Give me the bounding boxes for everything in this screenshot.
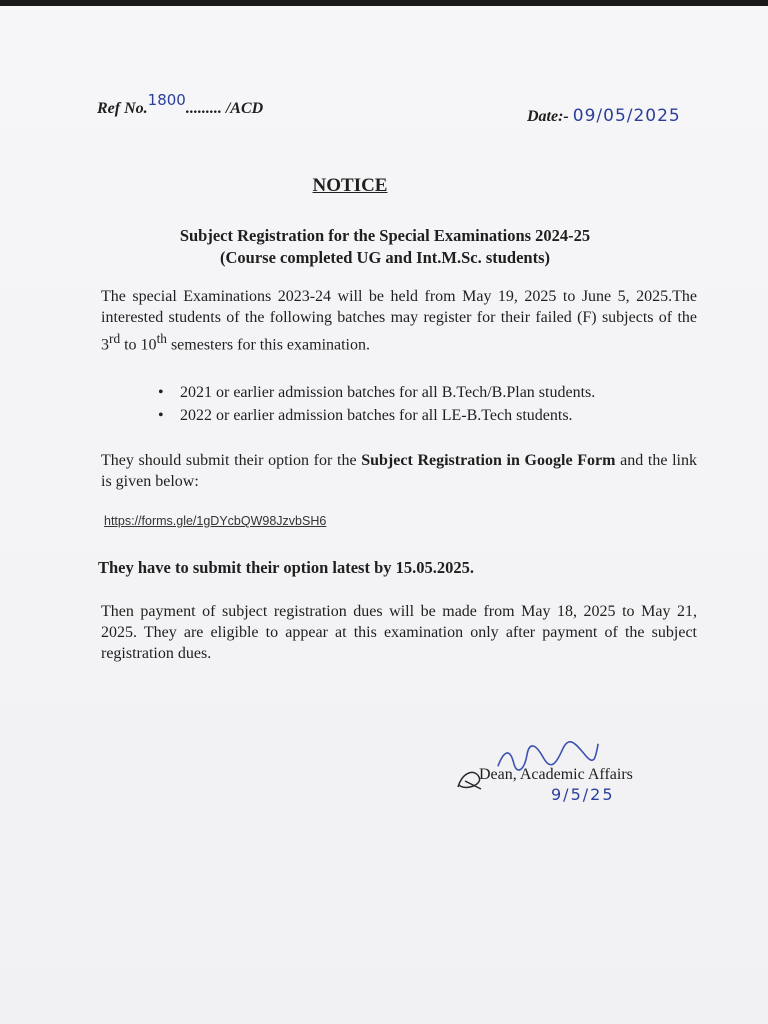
para1-text-2: to 10: [120, 336, 157, 354]
ref-number-handwritten: 1800: [147, 91, 186, 109]
para2-text-1: They should submit their option for the: [101, 452, 362, 469]
date-line: [527, 106, 681, 126]
paragraph-google-form: [101, 450, 697, 492]
para2-bold: Subject Registration in Google Form: [361, 452, 616, 469]
subject-heading: [100, 225, 670, 269]
signature-block: [455, 739, 695, 809]
signature-date-handwritten: 9/5/25: [551, 785, 615, 804]
list-item: • 2021 or earlier admission batches for all B.Tech/B.Plan students.: [158, 381, 595, 404]
para1-sup-rd: rd: [109, 331, 121, 346]
deadline-statement: They have to submit their option latest by 15.05.2025.: [98, 558, 475, 577]
google-form-link[interactable]: https://forms.gle/1gDYcbQW98JzvbSH6: [104, 514, 327, 528]
subject-line-1: Subject Registration for the Special Examinations 2024-25: [179, 226, 591, 245]
para1-text-1: The special Examinations 2023-24 will be held from May 19, 2025 to June 5, 2025.The interested students of the following batches may register for their failed (F) subjects of the 3: [101, 288, 697, 354]
ref-prefix: Ref No.: [97, 100, 148, 117]
para1-text-3: semesters for this examination.: [166, 336, 370, 354]
paragraph-exam-schedule: [101, 286, 697, 355]
date-label: Date:-: [527, 108, 569, 125]
date-handwritten: 09/05/2025: [572, 106, 681, 126]
notice-page: [0, 6, 768, 1024]
notice-title: NOTICE: [312, 175, 388, 196]
subject-line-2: (Course completed UG and Int.M.Sc. students): [220, 248, 550, 267]
ref-suffix: /ACD: [221, 100, 264, 117]
paragraph-payment: Then payment of subject registration dues will be made from May 18, 2025 to May 21, 2025. They are eligible to appear at this examination only after payment of the subject registration dues.: [101, 603, 697, 662]
ref-dots: .........: [185, 100, 222, 117]
reference-number: [97, 91, 264, 118]
para2-text-2: and the link is given below:: [101, 452, 697, 490]
eligible-batches-list: [158, 381, 595, 427]
list-item: • 2022 or earlier admission batches for all LE-B.Tech students.: [158, 404, 595, 427]
signatory-title: Dean, Academic Affairs: [479, 766, 633, 783]
para1-sup-th: th: [156, 331, 167, 346]
